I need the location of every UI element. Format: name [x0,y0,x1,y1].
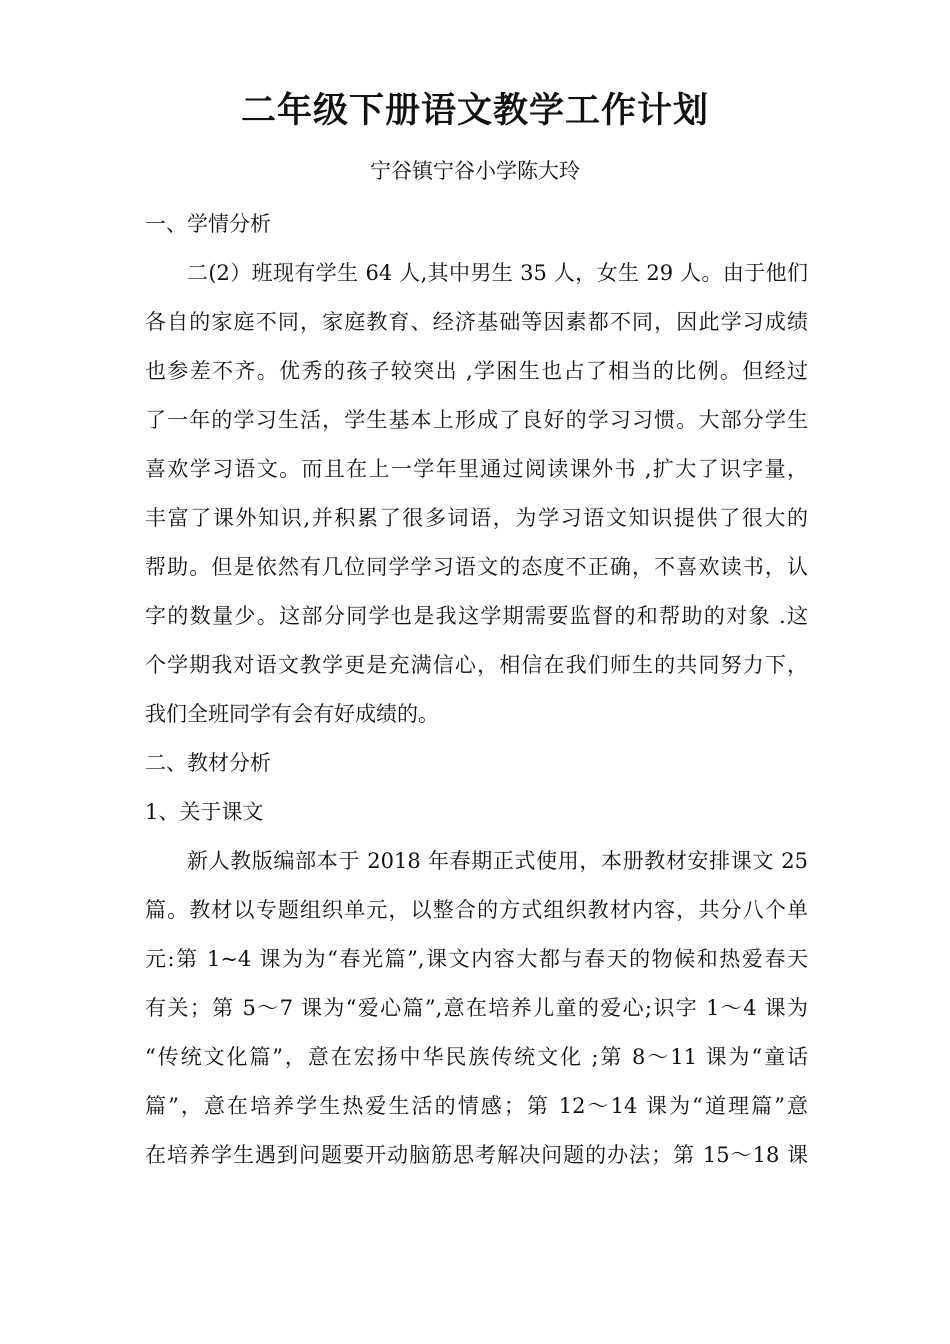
subsection-heading-texts: 1、关于课文 [145,800,264,824]
paragraph-textbook [145,837,808,1180]
section-heading-learning-analysis: 一、学情分析 [145,212,271,236]
paragraph-learning-analysis [145,249,808,739]
paragraph-line: 喜欢学习语文。而且在上一学年里通过阅读课外书 ,扩大了识字量， [145,457,808,481]
paragraph-line: 各自的家庭不同，家庭教育、经济基础等因素都不同，因此学习成绩 [145,310,808,334]
section-heading-textbook-analysis: 二、教材分析 [145,751,271,775]
paragraph-line: 丰富了课外知识,并积累了很多词语，为学习语文知识提供了很大的 [145,506,808,530]
paragraph-line: 在培养学生遇到问题要开动脑筋思考解决问题的办法；第 15～18 课 [145,1143,808,1167]
paragraph-line: 个学期我对语文教学更是充满信心，相信在我们师生的共同努力下， [145,653,808,677]
paragraph-line: 新人教版编部本于 2018 年春期正式使用，本册教材安排课文 25 [187,849,808,873]
document-author: 宁谷镇宁谷小学陈大玲 [370,159,580,183]
document-title: 二年级下册语文教学工作计划 [240,90,709,131]
paragraph-line: 有关；第 5～7 课为“爱心篇”,意在培养儿童的爱心;识字 1～4 课为 [145,996,808,1020]
paragraph-line: 篇。教材以专题组织单元，以整合的方式组织教材内容，共分八个单 [145,898,808,922]
paragraph-line: 也参差不齐。优秀的孩子较突出 ,学困生也占了相当的比例。但经过 [145,359,808,383]
paragraph-line: 篇”，意在培养学生热爱生活的情感；第 12～14 课为“道理篇”意 [145,1094,808,1118]
paragraph-line: 元:第 1~4 课为为“春光篇”,课文内容大都与春天的物候和热爱春天 [145,947,808,971]
paragraph-line: “传统文化篇”，意在宏扬中华民族传统文化 ;第 8～11 课为“童话 [145,1045,808,1069]
document-body [145,200,808,1180]
paragraph-line: 二(2）班现有学生 64 人,其中男生 35 人，女生 29 人。由于他们 [187,261,808,285]
paragraph-line: 字的数量少。这部分同学也是我这学期需要监督的和帮助的对象 .这 [145,604,808,628]
paragraph-line: 帮助。但是依然有几位同学学习语文的态度不正确，不喜欢读书，认 [145,555,808,579]
paragraph-line: 了一年的学习生活，学生基本上形成了良好的学习习惯。大部分学生 [145,408,808,432]
paragraph-line: 我们全班同学有会有好成绩的。 [145,702,439,726]
